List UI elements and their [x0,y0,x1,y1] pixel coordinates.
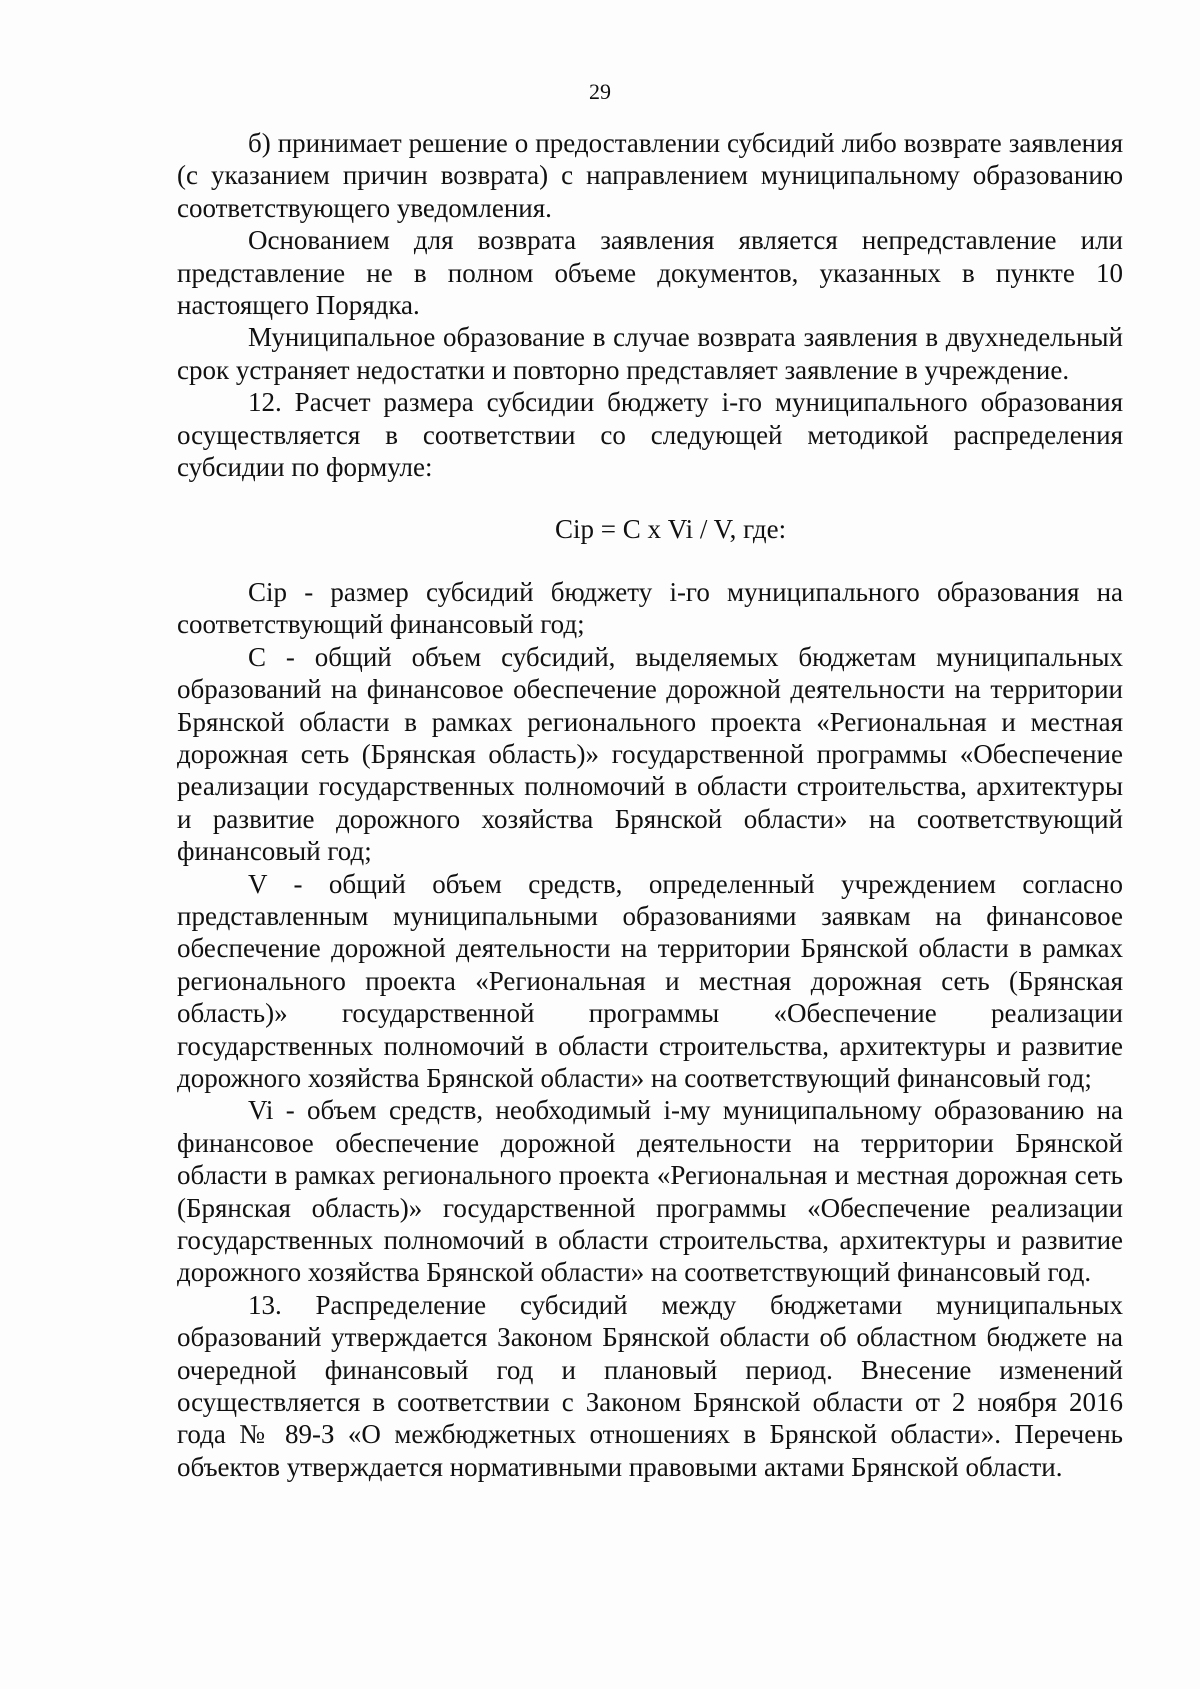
definition-cip: Сiр - размер субсидий бюджету i-го муниципального образования на соответствующий финансовый год; [177,576,1123,640]
paragraph-item-13: 13. Распределение субсидий между бюджетами муниципальных образований утверждается Законом Брянской области об областном бюджете на очередной финансовый год и плановый период. Внесение изменений осуществляется в соответствии с Законом Брянской области от 2 ноября 2016 года № 89-З «О межбюджетных отношениях в Брянской области». Перечень объектов утверждается нормативными правовыми актами Брянской области. [177,1289,1123,1482]
paragraph-item-12: 12. Расчет размера субсидии бюджету i-го муниципального образования осуществляется в соответствии со следующей методикой распределения субсидии по формуле: [177,387,1123,483]
page-number: 29 [589,79,611,104]
definition-vi: Vi - объем средств, необходимый i-му муниципальному образованию на финансовое обеспечение дорожной деятельности на территории Брянской области в рамках регионального проекта «Региональная и местная дорожная сеть (Брянская область)» государственной программы «Обеспечение реализации государственных полномочий в области строительства, архитектуры и развитие дорожного хозяйства Брянской области» на соответствующий финансовый год. [177,1095,1123,1288]
paragraph-resubmission: Муниципальное образование в случае возврата заявления в двухнедельный срок устраняет недостатки и повторно представляет заявление в учреждение. [177,322,1123,385]
definition-c: С - общий объем субсидий, выделяемых бюджетам муниципальных образований на финансовое обеспечение дорожной деятельности на территории Брянской области в рамках регионального проекта «Региональная и местная дорожная сеть (Брянская область)» государственной программы «Обеспечение реализации государственных полномочий в области строительства, архитектуры и развитие дорожного хозяйства Брянской области» на соответствующий финансовый год; [177,641,1123,867]
paragraph-decision: б) принимает решение о предоставлении субсидий либо возврате заявления (с указанием причин возврата) с направлением муниципальному образованию соответствующего уведомления. [177,128,1123,223]
document-body [177,127,1123,1483]
definition-v: V - общий объем средств, определенный учреждением согласно представленным муниципальными образованиями заявкам на финансовое обеспечение дорожной деятельности на территории Брянской области в рамках регионального проекта «Региональная и местная дорожная сеть (Брянская область)» государственной программы «Обеспечение реализации государственных полномочий в области строительства, архитектуры и развитие дорожного хозяйства Брянской области» на соответствующий финансовый год; [177,868,1123,1093]
paragraph-return-grounds: Основанием для возврата заявления является непредставление или представление не в полном объеме документов, указанных в пункте 10 настоящего Порядка. [177,225,1123,321]
subsidy-formula: Сiр = С х Vi / V, где: [555,514,787,545]
